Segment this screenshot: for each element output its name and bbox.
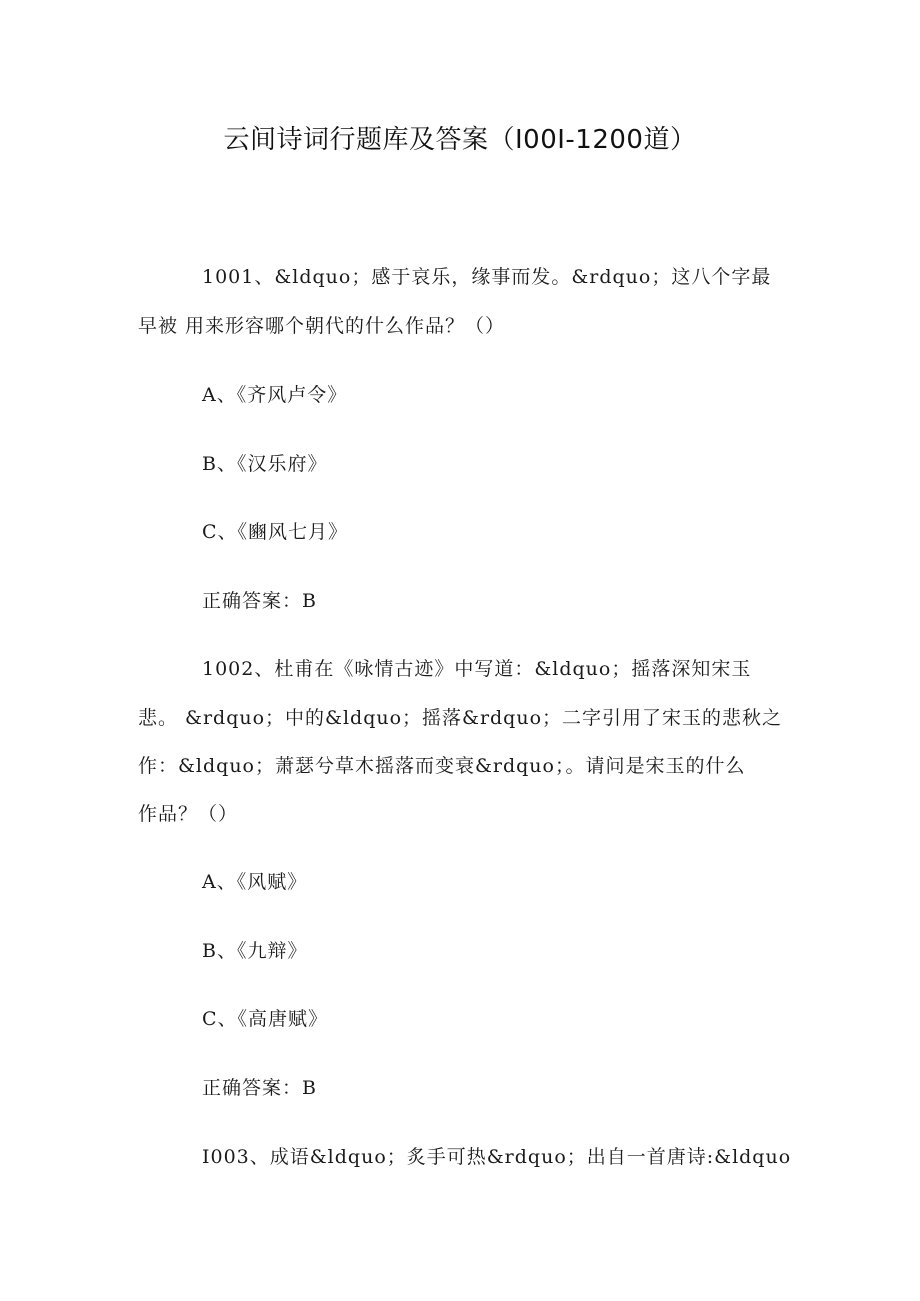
question-1002-line-3: 作：&ldquo；萧瑟兮草木摇落而变衰&rdquo；。请问是宋玉的什么 bbox=[138, 755, 746, 777]
question-1002-line-1: 1002、杜甫在《咏情古迹》中写道：&ldquo；摇落深知宋玉 bbox=[202, 658, 752, 680]
question-1001-line-2: 早被 用来形容哪个朝代的什么作品？（） bbox=[138, 315, 506, 337]
question-1002-line-2: 悲。 &rdquo；中的&ldquo；摇落&rdquo；二字引用了宋玉的悲秋之 bbox=[138, 707, 783, 729]
question-1002-answer: 正确答案：B bbox=[202, 1077, 317, 1099]
question-1001-option-c: C、《豳风七月》 bbox=[202, 521, 349, 543]
document-title: 云间诗词行题库及答案（I00I-1200道） bbox=[223, 125, 697, 155]
question-1001-line-1: 1001、&ldquo；感于哀乐，缘事而发。&rdquo；这八个字最 bbox=[202, 266, 772, 288]
question-1002-line-4: 作品？（） bbox=[138, 803, 239, 825]
question-1002-option-c: C、《高唐赋》 bbox=[202, 1008, 329, 1030]
question-1003-line-1: I003、成语&ldquo；炙手可热&rdquo；出自一首唐诗:&ldquo bbox=[202, 1146, 792, 1168]
question-1001-option-b: B、《汉乐府》 bbox=[202, 453, 328, 475]
question-1002-option-a: A、《风赋》 bbox=[202, 871, 308, 893]
question-1002-option-b: B、《九辩》 bbox=[202, 940, 308, 962]
question-1001-option-a: A、《齐风卢令》 bbox=[202, 384, 348, 406]
question-1001-answer: 正确答案：B bbox=[202, 590, 317, 612]
